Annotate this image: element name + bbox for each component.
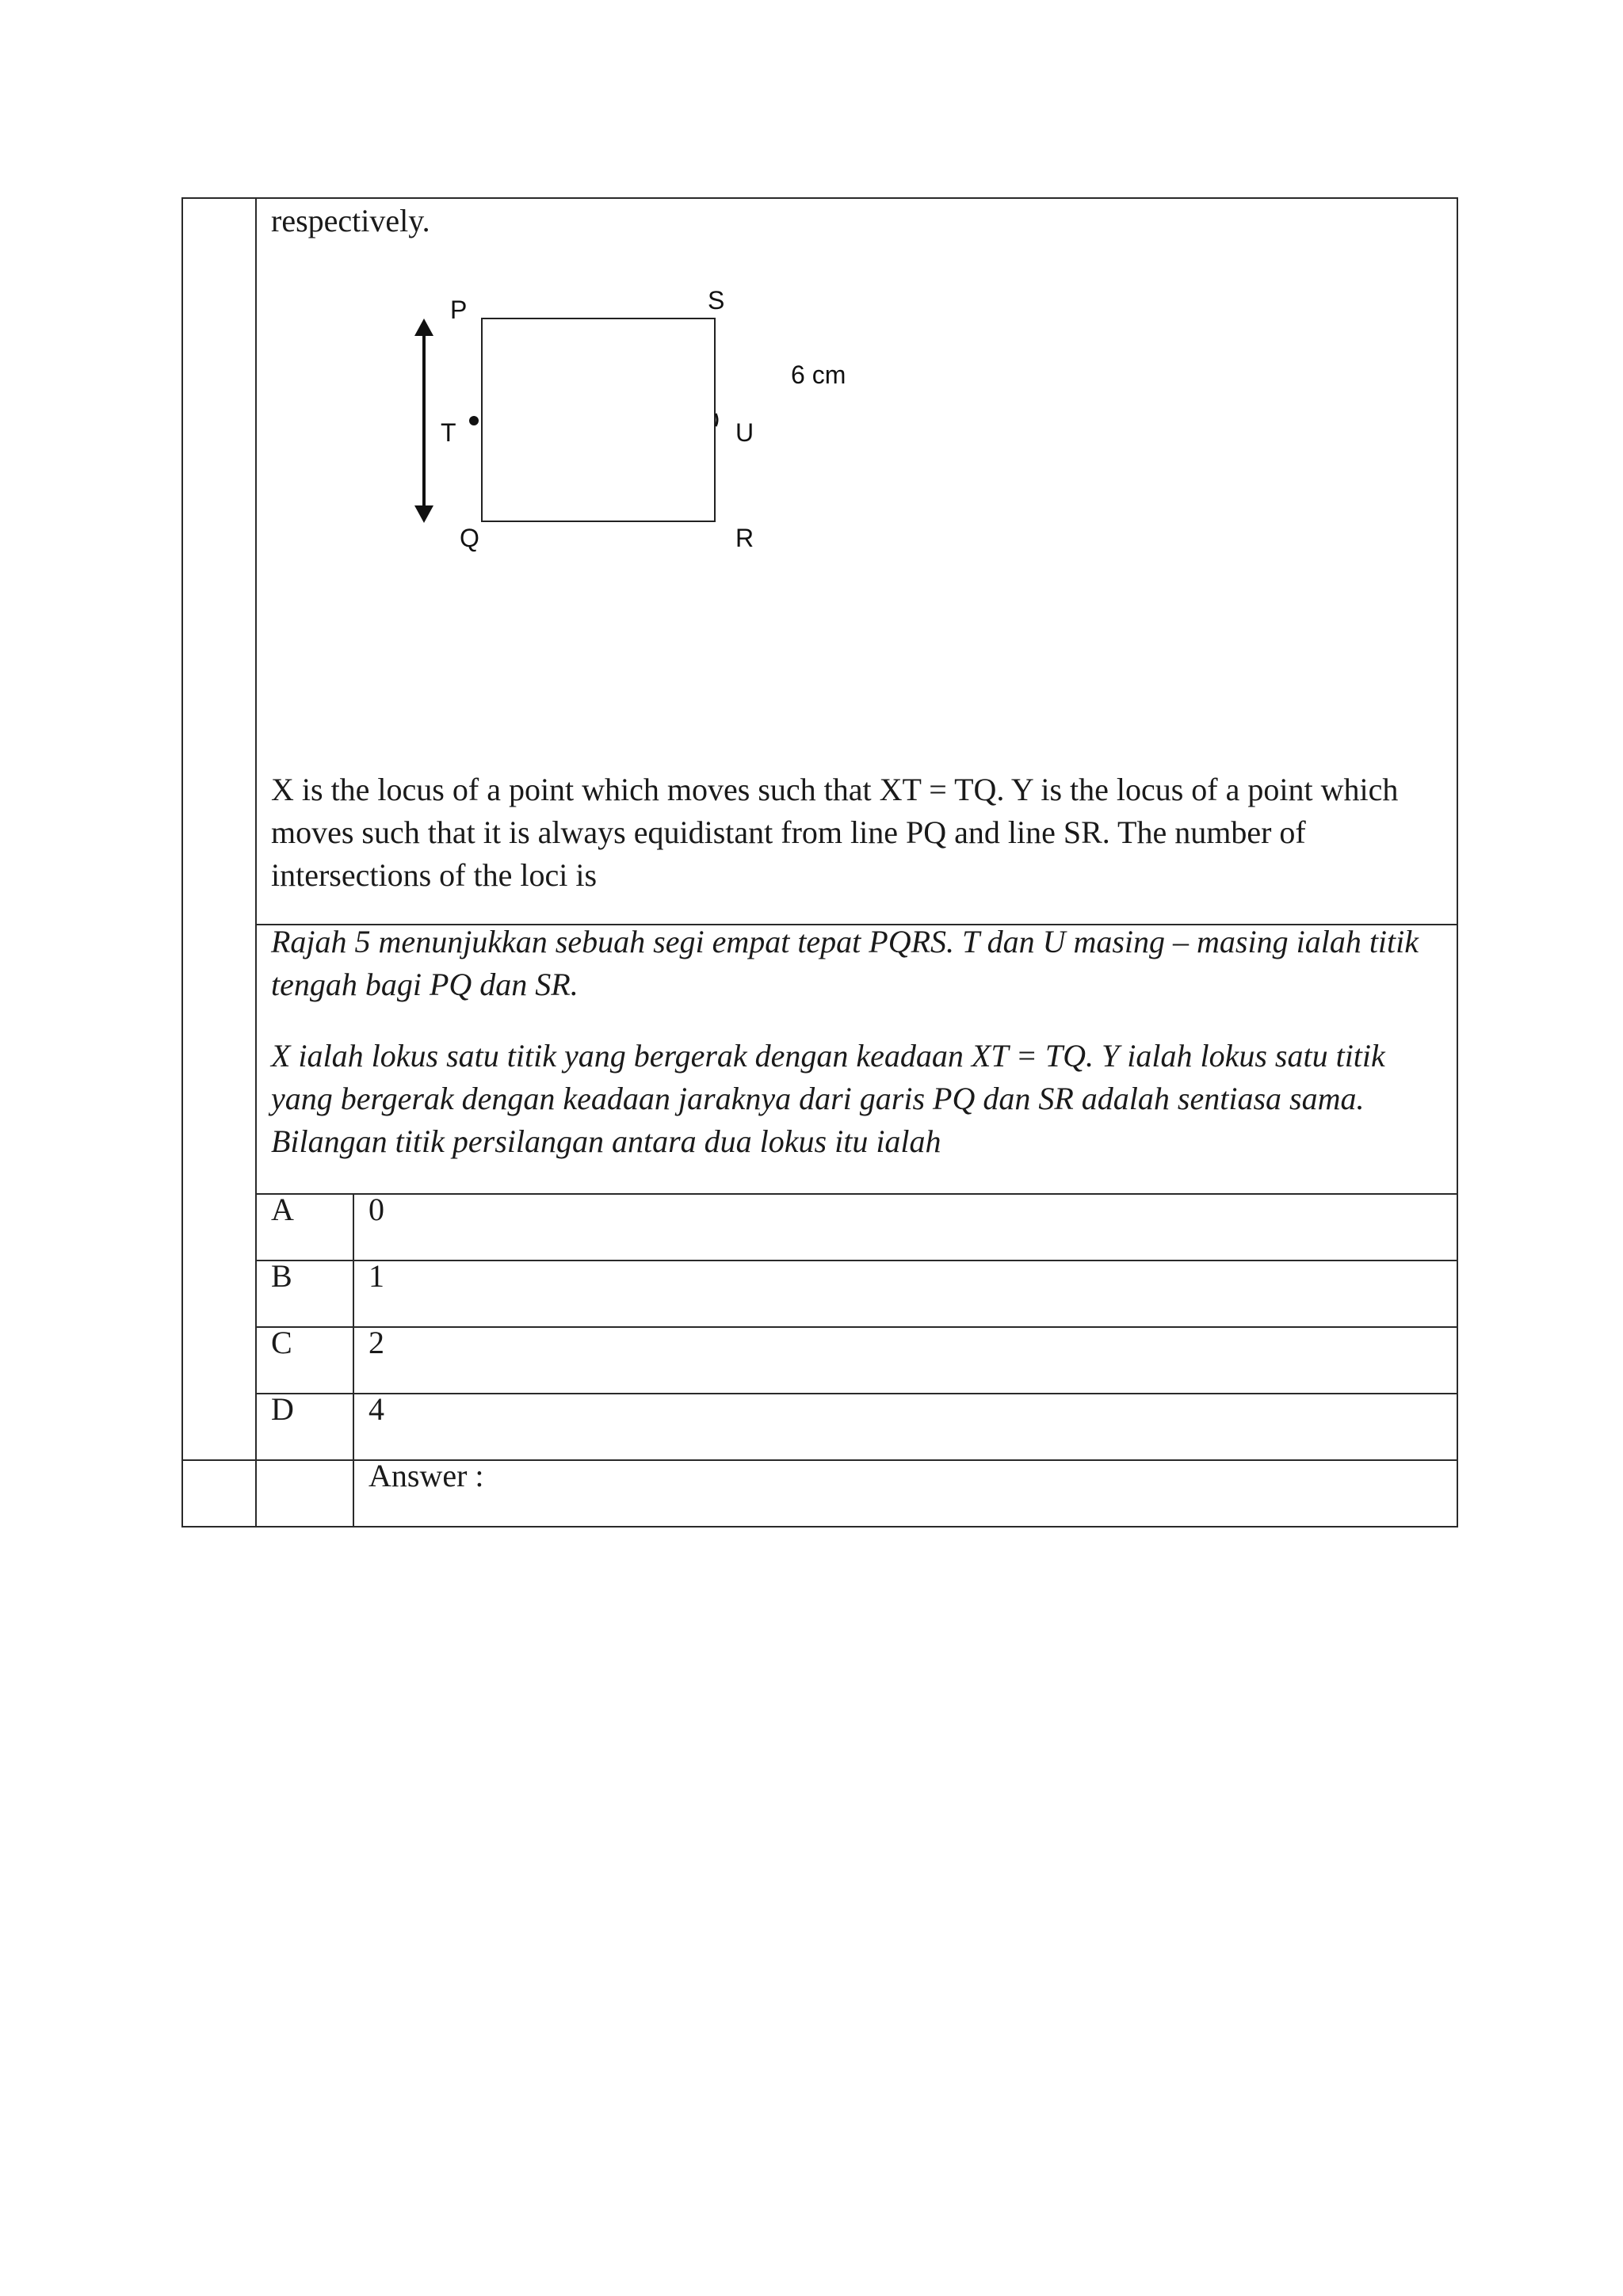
option-d-letter: D (271, 1391, 294, 1427)
question-continuation: respectively. (271, 203, 430, 238)
point-t-dot (469, 416, 479, 425)
label-p: P (450, 296, 468, 324)
option-c-value: 2 (369, 1325, 384, 1360)
label-r: R (735, 524, 754, 552)
arrow-head-down (414, 505, 433, 523)
english-question-text: X is the locus of a point which moves such that XT = TQ. Y is the locus of a point which moves such that it is always equidistant from line PQ and line SR. The number of intersections of the loci is (271, 772, 1399, 893)
label-t: T (441, 418, 456, 447)
rectangle-pqrs (482, 318, 715, 521)
label-u: U (735, 418, 754, 447)
malay-question-text-2: X ialah lokus satu titik yang bergerak dengan keadaan XT = TQ. Y ialah lokus satu titik yang bergerak dengan keadaan jaraknya dari garis PQ dan SR adalah sentiasa sama. Bilangan titik persilangan antara dua lokus itu ialah (271, 1038, 1385, 1159)
label-dimension: 6 cm (791, 360, 846, 389)
option-c-letter: C (271, 1325, 292, 1360)
answer-label: Answer : (369, 1458, 484, 1493)
arrow-head-up (414, 318, 433, 336)
option-b-value: 1 (369, 1258, 384, 1294)
label-q: Q (460, 524, 479, 552)
option-a-letter: A (271, 1192, 294, 1227)
point-u-mark (716, 414, 717, 426)
option-b-letter: B (271, 1258, 292, 1294)
label-s: S (708, 286, 725, 315)
malay-question-text-1: Rajah 5 menunjukkan sebuah segi empat tepat PQRS. T dan U masing – masing ialah titik tengah bagi PQ dan SR. (271, 924, 1419, 1002)
option-a-value: 0 (369, 1192, 384, 1227)
option-d-value: 4 (369, 1391, 384, 1427)
